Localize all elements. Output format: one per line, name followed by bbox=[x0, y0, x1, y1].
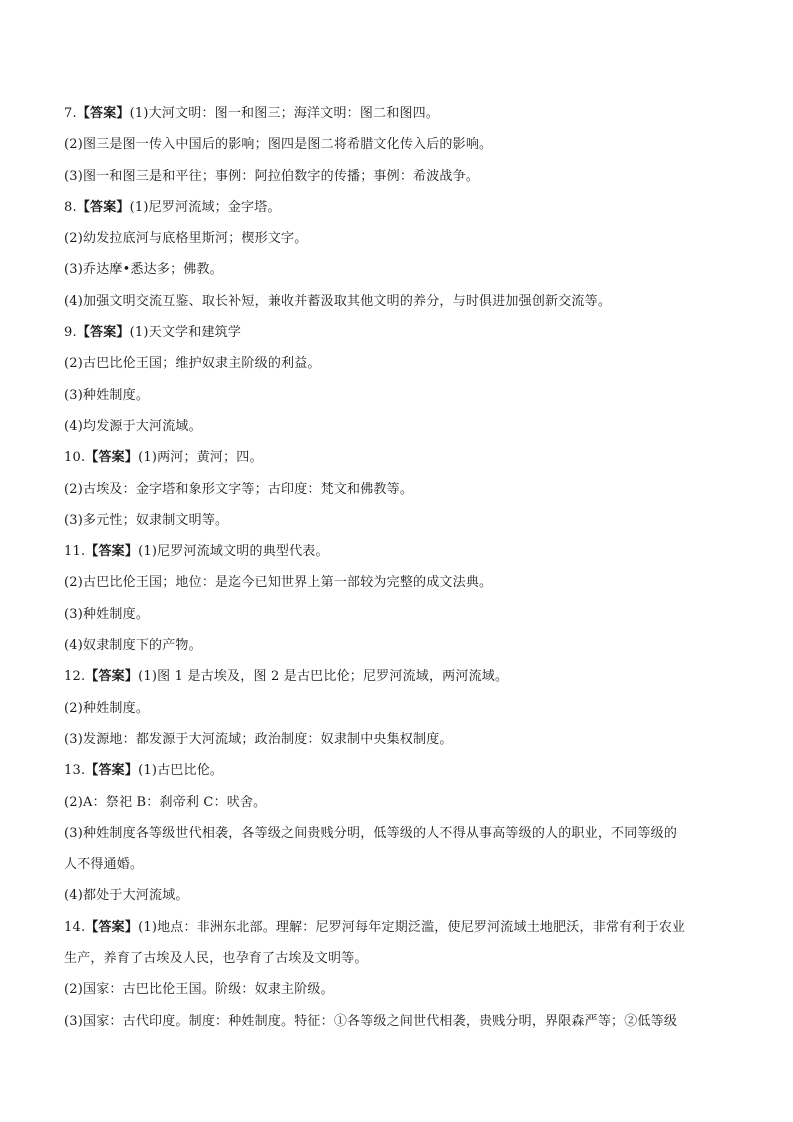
answer-tag: 【答案】 bbox=[76, 325, 130, 341]
answer-tag: 【答案】 bbox=[85, 669, 139, 685]
answer-tag: 【答案】 bbox=[85, 763, 139, 779]
answer-11-line-4: (4)奴隶制度下的产物。 bbox=[64, 638, 202, 654]
answer-10-line-3: (3)多元性；奴隶制文明等。 bbox=[64, 512, 229, 528]
answer-13-line-5: (4)都处于大河流域。 bbox=[64, 888, 189, 904]
answer-11-heading: 11.【答案】(1)尼罗河流域文明的典型代表。 bbox=[64, 544, 329, 560]
answer-9-heading: 9.【答案】(1)天文学和建筑学 bbox=[64, 325, 242, 341]
answer-10-heading: 10.【答案】(1)两河；黄河；四。 bbox=[64, 450, 263, 466]
answer-11-line-3: (3)种姓制度。 bbox=[64, 606, 150, 622]
answer-13-line-3: (3)种姓制度各等级世代相袭，各等级之间贵贱分明，低等级的人不得从事高等级的人的职业，不同等级的 bbox=[64, 825, 678, 841]
answer-10-line-2: (2)古埃及：金字塔和象形文字等；古印度：梵文和佛教等。 bbox=[64, 481, 414, 497]
answer-8-line-2: (2)幼发拉底河与底格里斯河；楔形文字。 bbox=[64, 231, 308, 247]
answer-tag: 【答案】 bbox=[85, 544, 139, 560]
answer-7-heading: 7.【答案】(1)大河文明：图一和图三；海洋文明：图二和图四。 bbox=[64, 106, 440, 121]
answer-tag: 【答案】 bbox=[85, 919, 139, 935]
answer-11-line-2: (2)古巴比伦王国；地位：是迄今已知世界上第一部较为完整的成文法典。 bbox=[64, 575, 493, 591]
answer-13-line-2: (2)A：祭祀 B：刹帝利 C：吠舍。 bbox=[64, 794, 267, 810]
answer-8-line-4: (4)加强文明交流互鉴、取长补短，兼收并蓄汲取其他文明的养分，与时俱进加强创新交流等。 bbox=[64, 293, 612, 309]
answer-12-heading: 12.【答案】(1)图 1 是古埃及，图 2 是古巴比伦；尼罗河流域，两河流域。 bbox=[64, 669, 509, 685]
answer-tag: 【答案】 bbox=[76, 106, 130, 121]
answer-14-line-3: (2)国家：古巴比伦王国。阶级：奴隶主阶级。 bbox=[64, 982, 334, 998]
answer-9-line-2: (2)古巴比伦王国；维护奴隶主阶级的利益。 bbox=[64, 356, 321, 372]
answer-tag: 【答案】 bbox=[85, 450, 139, 466]
answer-14-heading: 14.【答案】(1)地点：非洲东北部。理解：尼罗河每年定期泛滥，使尼罗河流域土地肥沃，非常有利于农业 bbox=[64, 919, 686, 935]
answer-8-line-3: (3)乔达摩•悉达多；佛教。 bbox=[64, 262, 223, 278]
answer-document bbox=[64, 98, 734, 1037]
answer-12-line-3: (3)发源地：都发源于大河流域；政治制度：奴隶制中央集权制度。 bbox=[64, 731, 453, 747]
answer-7-line-2: (2)图三是图一传入中国后的影响；图四是图二将希腊文化传入后的影响。 bbox=[64, 137, 493, 153]
answer-8-heading: 8.【答案】(1)尼罗河流域；金字塔。 bbox=[64, 199, 281, 215]
answer-9-line-4: (4)均发源于大河流域。 bbox=[64, 418, 202, 434]
answer-9-line-3: (3)种姓制度。 bbox=[64, 387, 150, 403]
answer-tag: 【答案】 bbox=[76, 199, 130, 215]
answer-13-line-4: 人不得通婚。 bbox=[64, 857, 144, 873]
answer-14-line-4: (3)国家：古代印度。制度：种姓制度。特征：①各等级之间世代相袭，贵贱分明，界限森严等；②低等级 bbox=[64, 1013, 678, 1029]
answer-7-line-3: (3)图一和图三是和平往；事例：阿拉伯数字的传播；事例：希波战争。 bbox=[64, 168, 480, 184]
answer-14-line-2: 生产，养育了古埃及人民，也孕育了古埃及文明等。 bbox=[64, 951, 368, 967]
answer-12-line-2: (2)种姓制度。 bbox=[64, 700, 150, 716]
answer-13-heading: 13.【答案】(1)古巴比伦。 bbox=[64, 763, 224, 779]
